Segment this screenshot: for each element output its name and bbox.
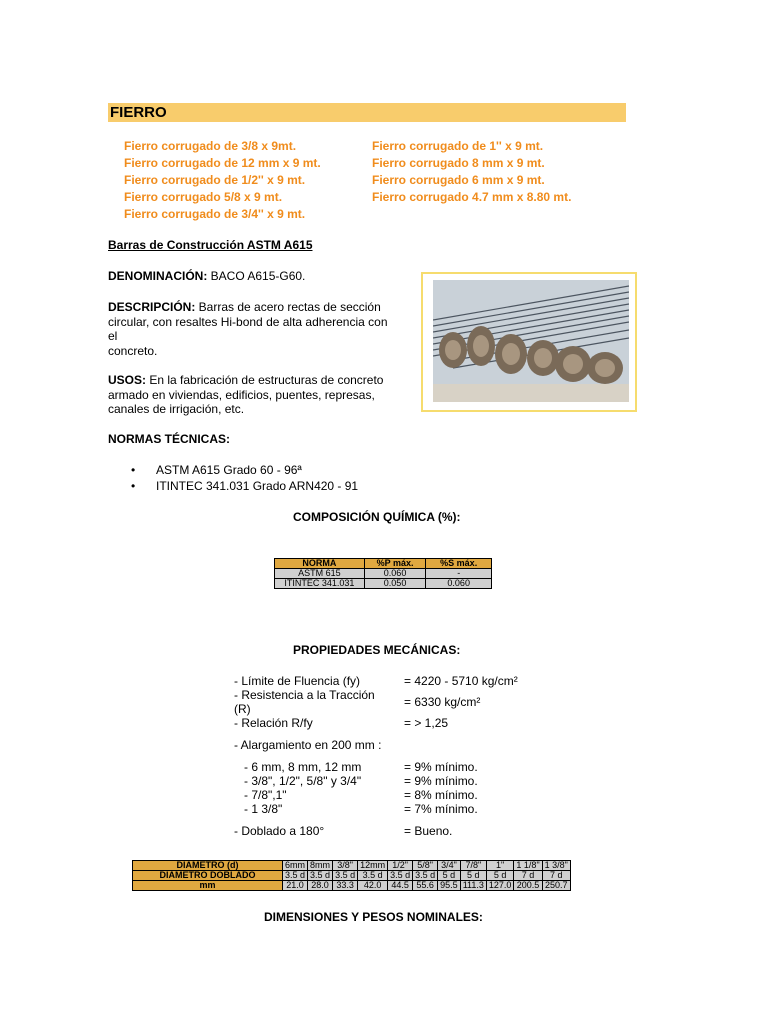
denominacion [108,269,305,284]
table-cell: ASTM 615 [275,569,365,579]
table-cell: 7 d [542,871,570,881]
table-cell: 1/2" [388,861,413,871]
alargamiento-item-value: = 7% mínimo. [404,802,478,816]
table-cell: ITINTEC 341.031 [275,579,365,589]
fluencia-value: = 4220 - 5710 kg/cm² [404,674,518,688]
doblado-label: - Doblado a 180° [234,824,325,838]
product-heading: Barras de Construcción ASTM A615 [108,238,313,252]
traccion-label: (R) [234,702,251,716]
table-cell: 3.5 d [388,871,413,881]
table-cell: 5 d [486,871,514,881]
table-cell: 0.060 [426,579,492,589]
usos-line: En la fabricación de estructuras de concreto [146,373,384,387]
alargamiento-item-label: - 7/8",1" [244,788,287,802]
product-item: Fierro corrugado de 12 mm x 9 mt. [124,156,321,170]
table-cell: 5 d [460,871,486,881]
table-cell: 3.5 d [413,871,438,881]
traccion-label: - Resistencia a la Tracción [234,688,375,702]
alargamiento-label: - Alargamiento en 200 mm : [234,738,382,752]
doblado-table [132,860,571,891]
row-label: DIAMETRO (d) [133,861,283,871]
table-cell: 7 d [514,871,542,881]
table-header: NORMA [275,559,365,569]
descripcion-line: el [108,329,118,343]
product-item: Fierro corrugado 5/8 x 9 mt. [124,190,283,204]
table-row [133,871,571,881]
table-cell: 6mm [283,861,308,871]
table-cell: 0.050 [364,579,426,589]
doblado-value: = Bueno. [404,824,453,838]
table-cell: - [426,569,492,579]
table-cell: 12mm [358,861,388,871]
normas-item: ITINTEC 341.031 Grado ARN420 - 91 [156,479,359,493]
traccion-value: = 6330 kg/cm² [404,695,481,709]
table-cell: 28.0 [308,881,333,891]
table-header: %S máx. [426,559,492,569]
table-cell: 3/8" [333,861,358,871]
denominacion-value: BACO A615-G60. [207,269,306,283]
table-cell: 3.5 d [283,871,308,881]
product-list-left [124,138,321,223]
normas-item: ASTM A615 Grado 60 - 96ª [156,463,302,477]
product-item: Fierro corrugado de 3/4'' x 9 mt. [124,207,306,221]
product-item: Fierro corrugado de 1/2'' x 9 mt. [124,173,306,187]
table-cell: 3.5 d [308,871,333,881]
table-cell: 127.0 [486,881,514,891]
bullet-icon: • [131,463,136,477]
product-item: Fierro corrugado de 3/8 x 9mt. [124,139,297,153]
product-item: Fierro corrugado 6 mm x 9 mt. [372,173,545,187]
table-cell: 3.5 d [358,871,388,881]
table-cell: 200.5 [514,881,542,891]
table-row [133,861,571,871]
normas-heading: NORMAS TÉCNICAS: [108,432,230,446]
table-cell: 5/8" [413,861,438,871]
product-item: Fierro corrugado 4.7 mm x 8.80 mt. [372,190,572,204]
table-row [275,569,492,579]
usos-line: armado en viviendas, edificios, puentes, represas, [108,387,375,402]
product-list-right [372,138,571,206]
table-cell: 1 3/8" [542,861,570,871]
table-cell: 42.0 [358,881,388,891]
table-cell: 1 1/8" [514,861,542,871]
photo-frame [421,272,637,412]
table-cell: 0.060 [364,569,426,579]
table-cell: 5 d [438,871,461,881]
section-title-bar [108,103,626,122]
section-title: FIERRO [110,104,167,121]
fluencia-label: - Límite de Fluencia (fy) [234,674,361,688]
table-cell: 1" [486,861,514,871]
table-cell: 33.3 [333,881,358,891]
table-cell: 111.3 [460,881,486,891]
relacion-label: - Relación R/fy [234,716,313,730]
alargamiento-item-value: = 8% mínimo. [404,788,478,802]
table-cell: 95.5 [438,881,461,891]
table-cell: 3/4" [438,861,461,871]
table-cell: 3.5 d [333,871,358,881]
dimensiones-heading: DIMENSIONES Y PESOS NOMINALES: [264,910,483,924]
table-cell: 8mm [308,861,333,871]
table-cell: 55.6 [413,881,438,891]
usos [108,373,418,417]
descripcion-line: Barras de acero rectas de sección [195,300,381,314]
table-header: %P máx. [364,559,426,569]
rebar-bundle-photo [433,280,629,402]
descripcion [108,300,418,358]
composicion-table [274,558,492,589]
descripcion-line: concreto. [108,343,158,358]
alargamiento-item-label: - 3/8", 1/2", 5/8" y 3/4" [244,774,362,788]
descripcion-line: circular, con resaltes Hi-bond de alta adherencia con [108,314,388,329]
table-cell: 21.0 [283,881,308,891]
relacion-value: = > 1,25 [404,716,449,730]
table-header-row [275,559,492,569]
table-cell: 44.5 [388,881,413,891]
usos-line: canales de irrigación, etc. [108,402,245,416]
usos-label: USOS: [108,373,147,387]
alargamiento-item-label: - 1 3/8" [244,802,283,816]
alargamiento-item-label: - 6 mm, 8 mm, 12 mm [244,760,362,774]
alargamiento-item-value: = 9% mínimo. [404,760,478,774]
descripcion-label: DESCRIPCIÓN: [108,300,196,314]
row-label: DIAMETRO DOBLADO [133,871,283,881]
bullet-icon: • [131,479,136,493]
product-item: Fierro corrugado de 1'' x 9 mt. [372,139,544,153]
alargamiento-item-value: = 9% mínimo. [404,774,478,788]
denominacion-label: DENOMINACIÓN: [108,269,208,283]
table-cell: 7/8" [460,861,486,871]
table-row [275,579,492,589]
table-row [133,881,571,891]
row-label: mm [133,881,283,891]
product-item: Fierro corrugado 8 mm x 9 mt. [372,156,545,170]
composicion-heading: COMPOSICIÓN QUÍMICA (%): [293,510,461,524]
propiedades-heading: PROPIEDADES MECÁNICAS: [293,643,461,657]
table-cell: 250.7 [542,881,570,891]
